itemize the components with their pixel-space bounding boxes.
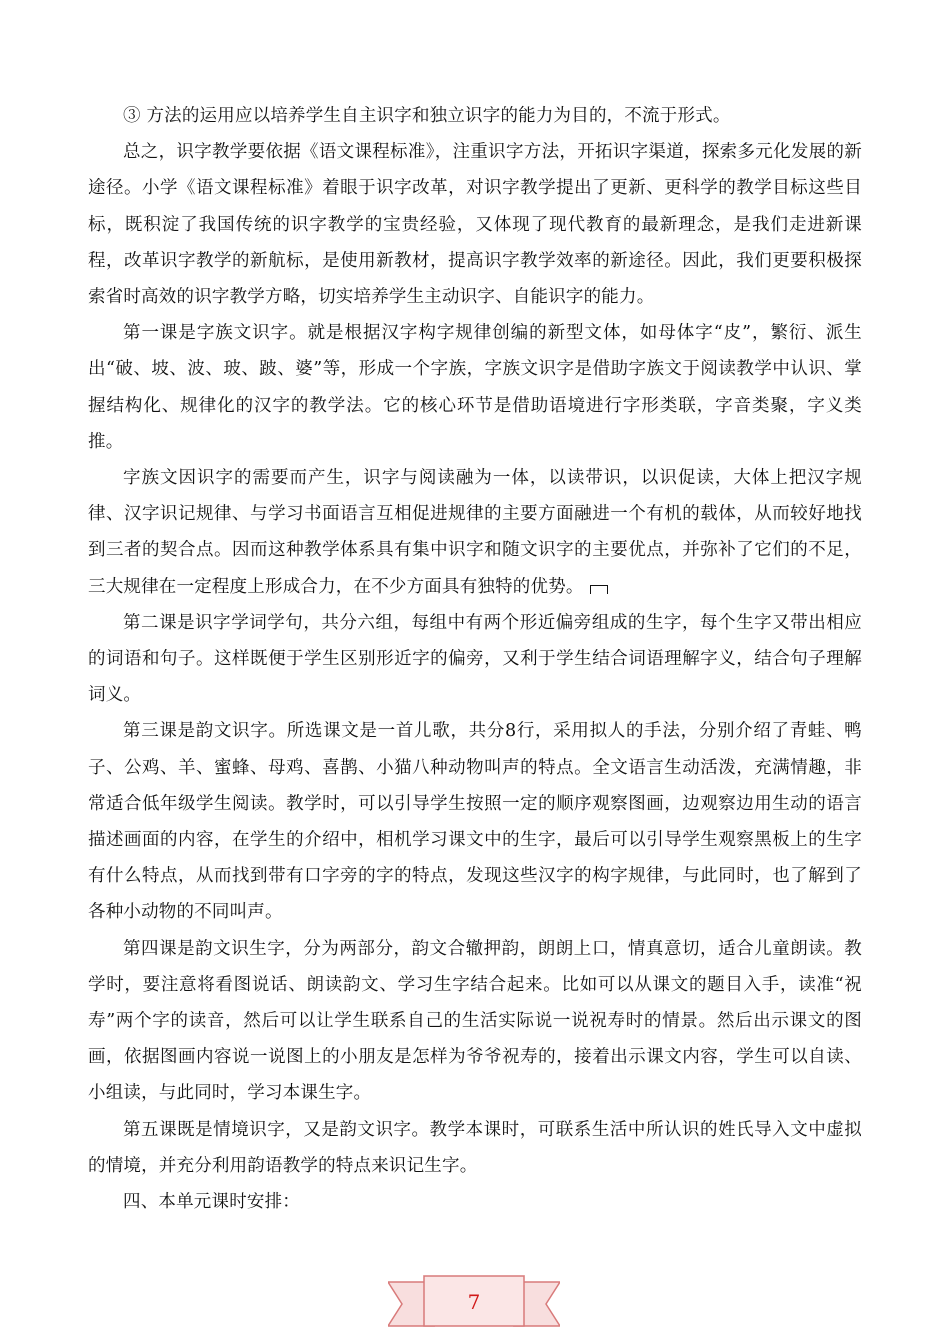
paragraph-lesson-five: 第五课既是情境识字，又是韵文识字。教学本课时，可联系生活中所认识的姓氏导入文中虚拟的情境，并充分利用韵语教学的特点来识记生字。	[88, 1119, 862, 1176]
paragraph-method-note: ③ 方法的运用应以培养学生自主识字和独立识字的能力为目的，不流于形式。	[123, 106, 731, 126]
paragraph-summary: 总之，识字教学要依据《语文课程标准》，注重识字方法，开拓识字渠道，探索多元化发展的新途径。小学《语文课程标准》着眼于识字改革，对识字教学提出了更新、更科学的教学目标这些目标，既积淀了我国传统的识字教学的宝贵经验，又体现了现代教育的最新理念，是我们走进新课程，改革识字教学的新航标，是使用新教材，提高识字教学效率的新途径。因此，我们更要积极探索省时高效的识字教学方略，切实培养学生主动识字、自能识字的能力。	[88, 142, 862, 308]
paragraph-lesson-one: 第一课是字族文识字。就是根据汉字构字规律创编的新型文体，如母体字“皮”，繁衍、派生出“破、坡、波、玻、跛、婆”等，形成一个字族，字族文识字是借助字族文于阅读教学中认识、掌握结构化、规律化的汉字的教学法。它的核心环节是借助语境进行字形类联，字音类聚，字义类推。	[88, 323, 862, 452]
paragraph-zizuwen	[88, 460, 862, 605]
section-heading-schedule: 四、本单元课时安排：	[123, 1192, 300, 1213]
paragraph-zizuwen-text: 字族文因识字的需要而产生，识字与阅读融为一体，以读带识，以识促读，大体上把汉字规律、汉字识记规律、与学习书面语言互相促进规律的主要方面融进一个有机的载体，从而较好地找到三者的契合点。因而这种教学体系具有集中识字和随文识字的主要优点，并弥补了它们的不足，三大规律在一定程度上形成合力，在不少方面具有独特的优势。	[88, 468, 862, 597]
paragraph-lesson-three: 第三课是韵文识字。所选课文是一首儿歌，共分8行，采用拟人的手法，分别介绍了青蛙、鸭子、公鸡、羊、蜜蜂、母鸡、喜鹊、小猫八种动物叫声的特点。全文语言生动活泼，充满情趣，非常适合低年级学生阅读。教学时，可以引导学生按照一定的顺序观察图画，边观察边用生动的语言描述画面的内容，在学生的介绍中，相机学习课文中的生字，最后可以引导学生观察黑板上的生字有什么特点，从而找到带有口字旁的字的特点，发现这些汉字的构字规律，与此同时，也了解到了各种小动物的不同叫声。	[88, 721, 862, 923]
bracket-mark-icon	[590, 585, 608, 594]
page-number: 7	[467, 1290, 481, 1314]
page-number-ribbon	[388, 1272, 560, 1338]
paragraph-lesson-four: 第四课是韵文识生字，分为两部分，韵文合辙押韵，朗朗上口，情真意切，适合儿童朗读。教学时，要注意将看图说话、朗读韵文、学习生字结合起来。比如可以从课文的题目入手，读准“祝寿”两个字的读音，然后可以让学生联系自己的生活实际说一说祝寿时的情景。然后出示课文的图画，依据图画内容说一说图上的小朋友是怎样为爷爷祝寿的，接着出示课文内容，学生可以自读、小组读，与此同时，学习本课生字。	[88, 938, 862, 1104]
paragraph-lesson-two: 第二课是识字学词学句，共分六组，每组中有两个形近偏旁组成的生字，每个生字又带出相应的词语和句子。这样既便于学生区别形近字的偏旁，又利于学生结合词语理解字义，结合句子理解词义。	[88, 612, 862, 706]
document-body	[88, 98, 862, 1220]
